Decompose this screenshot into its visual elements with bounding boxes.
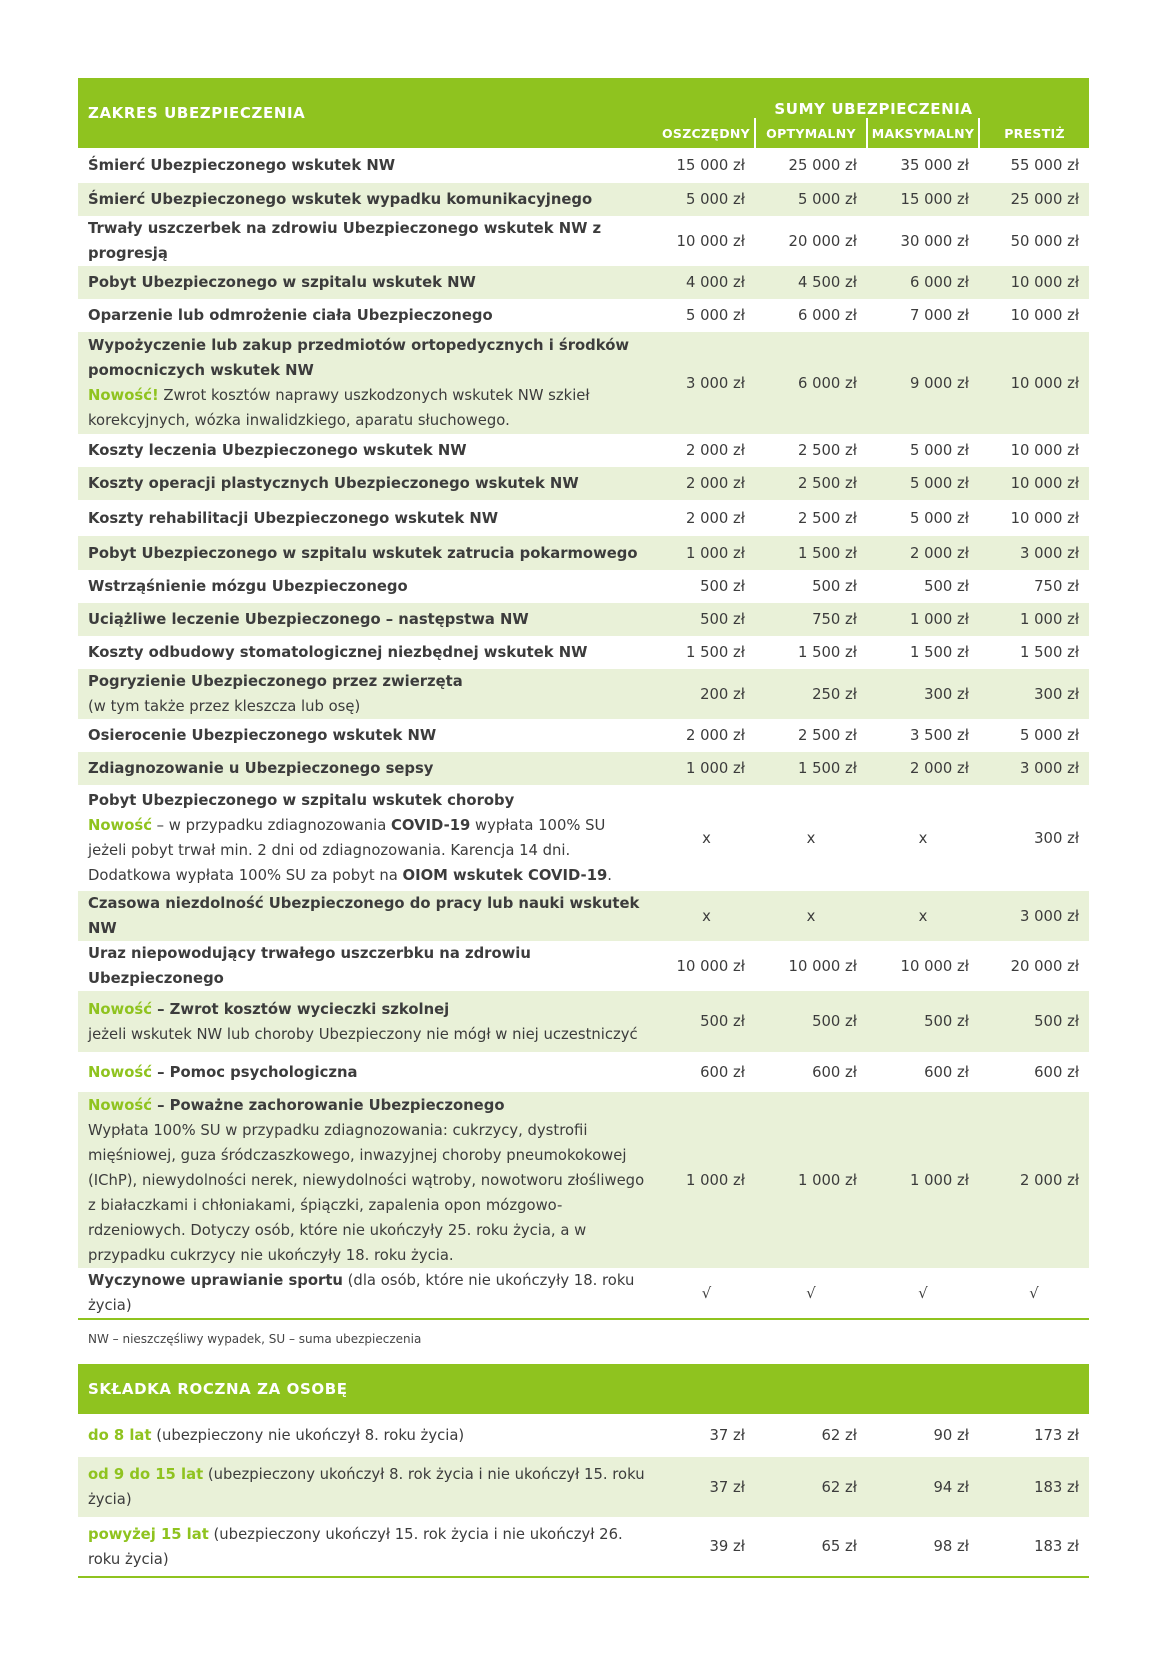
sum-value: 1 500 zł <box>755 752 867 785</box>
coverage-label <box>78 500 658 536</box>
sum-value: √ <box>979 1268 1089 1319</box>
premium-row <box>78 1414 1089 1457</box>
sum-value: 25 000 zł <box>979 183 1089 216</box>
sum-value: 10 000 zł <box>1010 442 1080 459</box>
plan-header-maksymalny: MAKSYMALNY <box>867 118 979 148</box>
age-description: (ubezpieczony nie ukończył 8. roku życia) <box>151 1427 465 1444</box>
coverage-label <box>78 216 658 266</box>
coverage-title: Uciążliwe leczenie Ubezpieczonego – następstwa NW <box>88 611 529 628</box>
sum-value: 1 500 zł <box>685 644 745 661</box>
covid-text: . <box>607 867 612 884</box>
sum-value: 2 000 zł <box>979 1092 1089 1268</box>
sum-value: 10 000 zł <box>788 957 857 975</box>
coverage-row <box>78 669 1089 719</box>
coverage-label <box>78 941 658 991</box>
coverage-label <box>78 891 658 941</box>
coverage-label <box>78 467 658 500</box>
sum-value: x <box>755 891 867 941</box>
sum-value: 3 000 zł <box>658 332 755 434</box>
coverage-row <box>78 1052 1089 1092</box>
sum-value: x <box>806 829 816 847</box>
coverage-label <box>78 603 658 636</box>
sum-value: 10 000 zł <box>900 957 969 975</box>
coverage-description: Zwrot kosztów naprawy uszkodzonych wskutek NW szkieł korekcyjnych, wózka inwalidzkiego, aparatu słuchowego. <box>88 387 590 429</box>
sum-value: 10 000 zł <box>676 232 745 250</box>
coverage-label <box>78 752 658 785</box>
sum-value: 2 000 zł <box>867 752 979 785</box>
sum-value: 3 500 zł <box>909 727 969 744</box>
coverage-title: Koszty leczenia Ubezpieczonego wskutek NW <box>88 442 467 459</box>
sum-value: 5 000 zł <box>755 183 867 216</box>
premium-value: 65 zł <box>755 1517 867 1577</box>
coverage-label <box>78 148 658 183</box>
coverage-label <box>78 636 658 669</box>
sum-value: 750 zł <box>755 603 867 636</box>
sum-value: 15 000 zł <box>676 157 745 174</box>
premium-table <box>78 1414 1089 1578</box>
coverage-title: Pobyt Ubezpieczonego w szpitalu wskutek NW <box>88 274 476 291</box>
sum-value: 5 000 zł <box>1020 727 1080 744</box>
age-range: od 9 do 15 lat <box>88 1466 204 1483</box>
sum-value: 600 zł <box>812 1063 857 1081</box>
sum-value: 300 zł <box>1034 829 1080 847</box>
coverage-title: Wstrząśnienie mózgu Ubezpieczonego <box>88 578 408 595</box>
premium-value: 90 zł <box>933 1427 969 1444</box>
sum-value: 500 zł <box>867 991 979 1052</box>
premium-value: 183 zł <box>979 1517 1089 1577</box>
coverage-row <box>78 299 1089 332</box>
sum-value: 500 zł <box>700 578 745 595</box>
premium-value: 94 zł <box>867 1457 979 1517</box>
coverage-title: – Pomoc psychologiczna <box>151 1063 358 1081</box>
coverage-title: Wypożyczenie lub zakup przedmiotów ortopedycznych i środków pomocniczych wskutek NW <box>88 337 630 379</box>
coverage-table <box>78 78 1089 1320</box>
sum-value: 3 000 zł <box>979 752 1089 785</box>
sum-value: 500 zł <box>812 578 857 595</box>
sum-value: 1 000 zł <box>658 536 755 570</box>
age-group-label <box>78 1414 658 1457</box>
sum-value: 9 000 zł <box>867 332 979 434</box>
sum-value: 500 zł <box>924 578 969 595</box>
sum-value: 1 500 zł <box>909 644 969 661</box>
sum-value: 5 000 zł <box>909 442 969 459</box>
coverage-row <box>78 570 1089 603</box>
age-description: (ubezpieczony ukończył 15. rok życia i nie ukończył 26. roku życia) <box>88 1525 623 1568</box>
sums-insured-header: SUMY UBEZPIECZENIA <box>658 78 1089 118</box>
sum-value: √ <box>755 1268 867 1319</box>
coverage-row <box>78 991 1089 1052</box>
coverage-row <box>78 216 1089 266</box>
premium-value: 39 zł <box>658 1517 755 1577</box>
sum-value: 1 000 zł <box>867 603 979 636</box>
coverage-row <box>78 500 1089 536</box>
premium-value: 37 zł <box>709 1427 745 1444</box>
sum-value: 600 zł <box>924 1063 969 1081</box>
sum-value: 300 zł <box>979 669 1089 719</box>
premium-value: 98 zł <box>867 1517 979 1577</box>
sum-value: 35 000 zł <box>900 157 969 174</box>
sum-value: 10 000 zł <box>979 332 1089 434</box>
coverage-description: jeżeli wskutek NW lub choroby Ubezpieczony nie mógł w niej uczestniczyć <box>88 1025 638 1043</box>
sum-value: 10 000 zł <box>1010 307 1080 324</box>
sum-value: 1 000 zł <box>658 1092 755 1268</box>
sum-value: 55 000 zł <box>1010 157 1080 174</box>
new-badge: Nowość! <box>88 387 159 404</box>
sum-value: x <box>867 891 979 941</box>
sum-value: 500 zł <box>658 991 755 1052</box>
coverage-row <box>78 603 1089 636</box>
coverage-title: Koszty rehabilitacji Ubezpieczonego wskutek NW <box>88 509 499 527</box>
coverage-row <box>78 636 1089 669</box>
coverage-label <box>78 183 658 216</box>
sum-value: 20 000 zł <box>1010 957 1080 975</box>
sum-value: 25 000 zł <box>788 157 857 174</box>
coverage-title: Wyczynowe uprawianie sportu <box>88 1272 343 1289</box>
premium-row <box>78 1517 1089 1577</box>
sum-value: 2 500 zł <box>797 442 857 459</box>
sum-value: 2 000 zł <box>685 727 745 744</box>
sum-value: 1 500 zł <box>797 644 857 661</box>
age-group-label <box>78 1517 658 1577</box>
sum-value: 2 500 zł <box>797 727 857 744</box>
sum-value: 6 000 zł <box>797 307 857 324</box>
new-badge: Nowość <box>88 1000 152 1018</box>
coverage-title: – Poważne zachorowanie Ubezpieczonego <box>151 1096 505 1114</box>
coverage-row <box>78 1268 1089 1319</box>
covid-text: wypłata 100% SU jeżeli pobyt trwał min. 2 dni od zdiagnozowania. Karencja 14 dni. Dodatkowa wypłata 100% SU za pobyt na <box>88 817 606 884</box>
coverage-row <box>78 536 1089 570</box>
sum-value: 500 zł <box>658 603 755 636</box>
sum-value: 500 zł <box>755 991 867 1052</box>
sum-value: 1 500 zł <box>755 536 867 570</box>
sum-value: 2 000 zł <box>867 536 979 570</box>
premium-row <box>78 1457 1089 1517</box>
sum-value: √ <box>658 1268 755 1319</box>
sum-value: 1 000 zł <box>755 1092 867 1268</box>
sum-value: 500 zł <box>979 991 1089 1052</box>
coverage-row <box>78 941 1089 991</box>
sum-value: 4 000 zł <box>658 266 755 299</box>
oiom-keyword: OIOM wskutek COVID-19 <box>402 867 608 884</box>
plan-header-optymalny: OPTYMALNY <box>755 118 867 148</box>
coverage-label <box>78 1268 658 1319</box>
sum-value: 10 000 zł <box>979 266 1089 299</box>
coverage-title: Osierocenie Ubezpieczonego wskutek NW <box>88 727 437 744</box>
age-description: (ubezpieczony ukończył 8. rok życia i nie ukończył 15. roku życia) <box>88 1466 645 1508</box>
coverage-label <box>78 991 658 1052</box>
new-badge: Nowość <box>88 1096 152 1114</box>
coverage-row <box>78 891 1089 941</box>
coverage-label <box>78 1092 658 1268</box>
coverage-row <box>78 183 1089 216</box>
premium-value: 62 zł <box>755 1457 867 1517</box>
sum-value: 10 000 zł <box>676 957 745 975</box>
coverage-description: Wypłata 100% SU w przypadku zdiagnozowania: cukrzycy, dystrofii mięśniowej, guza śródczaszkowego, inwazyjnej choroby pneumokokowej (IChP), niewydolności nerek, niewydolności wątroby, nowotworu złośliwego z białaczkami i chłoniakami, śpiączki, zapalenia opon mózgowo-rdzeniowych. Dotyczy osób, które nie ukończyły 25. roku życia, a w przypadku cukrzycy nie ukończyły 18. roku życia. <box>88 1121 645 1264</box>
coverage-title: – Zwrot kosztów wycieczki szkolnej <box>151 1000 450 1018</box>
sum-value: 15 000 zł <box>867 183 979 216</box>
sum-value: 5 000 zł <box>909 509 969 527</box>
age-group-label <box>78 1457 658 1517</box>
premium-value: 183 zł <box>979 1457 1089 1517</box>
coverage-title: Trwały uszczerbek na zdrowiu Ubezpieczonego wskutek NW z progresją <box>88 220 602 262</box>
coverage-row <box>78 752 1089 785</box>
coverage-row <box>78 785 1089 891</box>
coverage-title: Śmierć Ubezpieczonego wskutek wypadku komunikacyjnego <box>88 191 593 208</box>
coverage-row <box>78 332 1089 434</box>
coverage-label <box>78 669 658 719</box>
coverage-row <box>78 266 1089 299</box>
covid-text: – w przypadku zdiagnozowania <box>151 817 392 834</box>
abbreviation-note: NW – nieszczęśliwy wypadek, SU – suma ubezpieczenia <box>88 1332 422 1346</box>
sum-value: 50 000 zł <box>1010 232 1080 250</box>
sum-value: 2 000 zł <box>685 509 745 527</box>
coverage-title: Oparzenie lub odmrożenie ciała Ubezpieczonego <box>88 307 493 324</box>
coverage-label <box>78 299 658 332</box>
sum-value: 5 000 zł <box>685 307 745 324</box>
coverage-row <box>78 467 1089 500</box>
coverage-label <box>78 536 658 570</box>
sum-value: 750 zł <box>1034 578 1080 595</box>
sum-value: 6 000 zł <box>867 266 979 299</box>
coverage-title: Pobyt Ubezpieczonego w szpitalu wskutek choroby <box>88 792 515 809</box>
sum-value: 300 zł <box>867 669 979 719</box>
sum-value: 1 000 zł <box>658 752 755 785</box>
coverage-title: Pogryzienie Ubezpieczonego przez zwierzęta <box>88 673 463 690</box>
sum-value: 4 500 zł <box>755 266 867 299</box>
sum-value: 3 000 zł <box>979 536 1089 570</box>
coverage-label <box>78 719 658 752</box>
sum-value: 600 zł <box>700 1063 745 1081</box>
sum-value: 10 000 zł <box>1010 509 1080 527</box>
sum-value: 10 000 zł <box>979 467 1089 500</box>
sum-value: 5 000 zł <box>867 467 979 500</box>
coverage-title: Śmierć Ubezpieczonego wskutek NW <box>88 157 396 174</box>
coverage-title: Czasowa niezdolność Ubezpieczonego do pracy lub nauki wskutek NW <box>88 895 640 937</box>
sum-value: x <box>702 829 711 847</box>
sum-value: 600 zł <box>1034 1063 1080 1081</box>
new-badge: Nowość <box>88 1063 152 1081</box>
coverage-label <box>78 1052 658 1092</box>
premium-value: 62 zł <box>821 1427 857 1444</box>
insurance-document <box>78 78 1089 1578</box>
sum-value: 2 000 zł <box>685 442 745 459</box>
sum-value: 250 zł <box>755 669 867 719</box>
sum-value: 2 500 zł <box>755 467 867 500</box>
sum-value: 20 000 zł <box>788 232 857 250</box>
sum-value: 1 000 zł <box>979 603 1089 636</box>
coverage-scope-header: ZAKRES UBEZPIECZENIA <box>78 78 658 148</box>
sum-value: 7 000 zł <box>909 307 969 324</box>
sum-value: 6 000 zł <box>755 332 867 434</box>
sum-value: x <box>918 829 928 847</box>
coverage-label <box>78 434 658 467</box>
annual-premium-header: SKŁADKA ROCZNA ZA OSOBĘ <box>78 1364 1089 1414</box>
coverage-row <box>78 434 1089 467</box>
coverage-label <box>78 266 658 299</box>
coverage-title: Pobyt Ubezpieczonego w szpitalu wskutek zatrucia pokarmowego <box>88 544 638 562</box>
coverage-row <box>78 1092 1089 1268</box>
coverage-title: Koszty odbudowy stomatologicznej niezbędnej wskutek NW <box>88 644 588 661</box>
premium-value: 173 zł <box>1034 1427 1079 1444</box>
plan-header-oszczedny: OSZCZĘDNY <box>658 118 755 148</box>
coverage-note: (dla osób, które nie ukończyły 18. roku życia) <box>88 1272 635 1314</box>
sum-value: 30 000 zł <box>900 232 969 250</box>
coverage-title: Uraz niepowodujący trwałego uszczerbku na zdrowiu Ubezpieczonego <box>88 945 531 987</box>
age-range: do 8 lat <box>88 1427 152 1444</box>
coverage-label <box>78 785 658 891</box>
sum-value: 2 500 zł <box>797 509 857 527</box>
coverage-description: (w tym także przez kleszcza lub osę) <box>88 698 361 715</box>
coverage-title: Zdiagnozowanie u Ubezpieczonego sepsy <box>88 760 434 777</box>
coverage-row <box>78 719 1089 752</box>
sum-value: 1 500 zł <box>1020 644 1080 661</box>
age-range: powyżej 15 lat <box>88 1525 209 1543</box>
plan-header-prestiz: PRESTIŻ <box>979 118 1089 148</box>
covid-keyword: COVID-19 <box>391 817 471 834</box>
sum-value: x <box>658 891 755 941</box>
coverage-row <box>78 148 1089 183</box>
sum-value: √ <box>867 1268 979 1319</box>
sum-value: 5 000 zł <box>658 183 755 216</box>
sum-value: 3 000 zł <box>979 891 1089 941</box>
sum-value: 2 000 zł <box>658 467 755 500</box>
sum-value: 1 000 zł <box>867 1092 979 1268</box>
premium-value: 37 zł <box>658 1457 755 1517</box>
sum-value: 200 zł <box>658 669 755 719</box>
coverage-label <box>78 570 658 603</box>
new-badge: Nowość <box>88 817 152 834</box>
coverage-title: Koszty operacji plastycznych Ubezpieczonego wskutek NW <box>88 475 579 492</box>
coverage-label <box>78 332 658 434</box>
